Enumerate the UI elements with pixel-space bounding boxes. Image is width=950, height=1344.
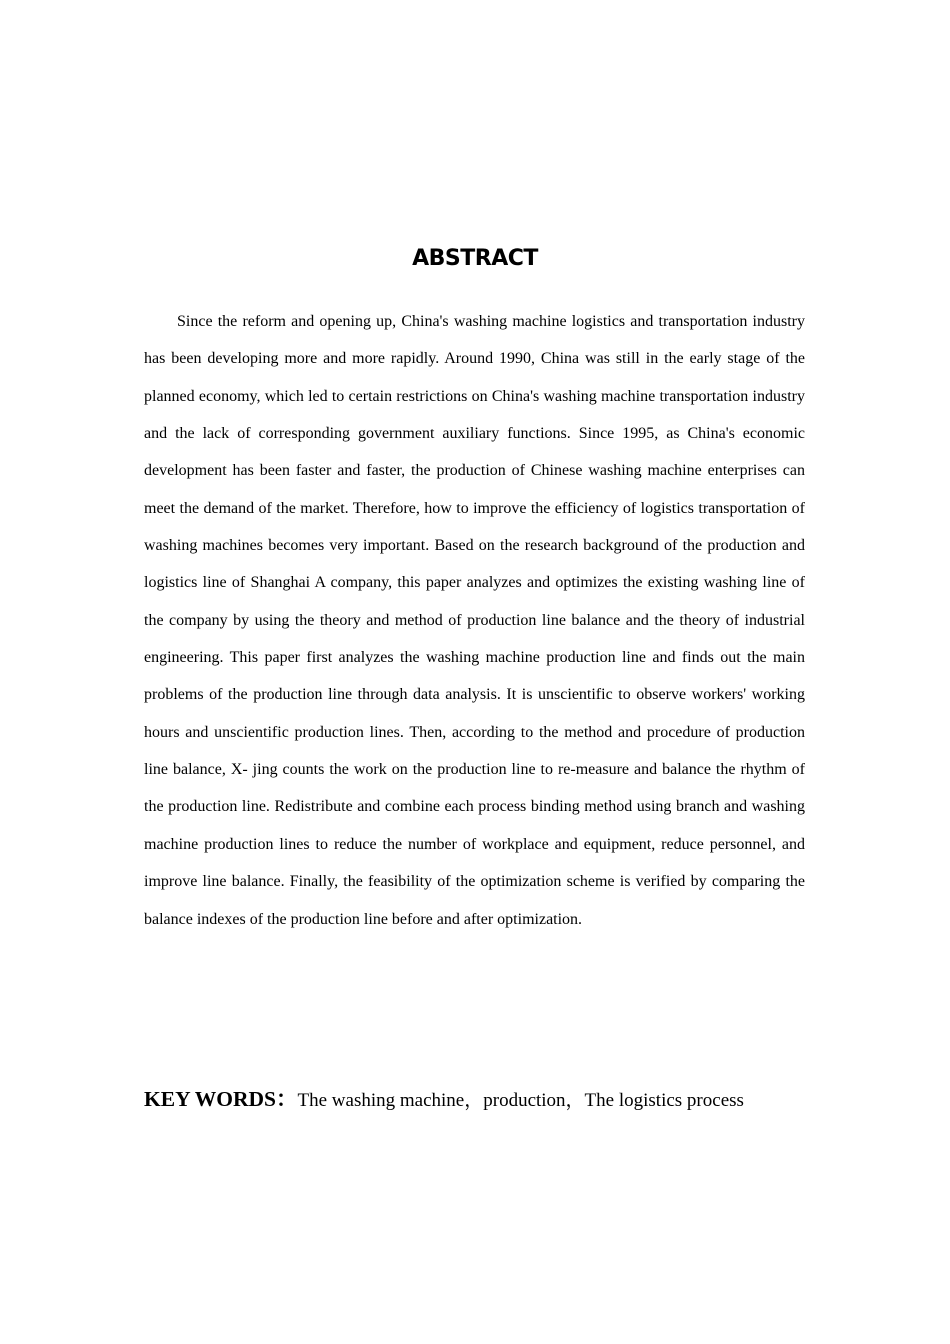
- abstract-body: Since the reform and opening up, China's washing machine logistics and transportation industry has been developing more and more rapidly. Around 1990, China was still in the early stage of the planned economy, which led to certain restrictions on China's washing machine transportation industry and the lack of corresponding government auxiliary functions. Since 1995, as China's economic development has been faster and faster, the production of Chinese washing machine enterprises can meet the demand of the market. Therefore, how to improve the efficiency of logistics transportation of washing machines becomes very important. Based on the research background of the production and logistics line of Shanghai A company, this paper analyzes and optimizes the existing washing line of the company by using the theory and method of production line balance and the theory of industrial engineering. This paper first analyzes the washing machine production line and finds out the main problems of the production line through data analysis. It is unscientific to observe workers' working hours and unscientific production lines. Then, according to the method and procedure of production line balance, X- jing counts the work on the production line to re-measure and balance the rhythm of the production line. Redistribute and combine each process binding method using branch and washing machine production lines to reduce the number of workplace and equipment, reduce personnel, and improve line balance. Finally, the feasibility of the optimization scheme is verified by comparing the balance indexes of the production line before and after optimization.: [144, 313, 805, 928]
- keywords-label: KEY WORDS：: [144, 1087, 298, 1111]
- abstract-title: ABSTRACT: [412, 246, 538, 271]
- keywords-values: The washing machine，production，The logistics process: [297, 1090, 744, 1111]
- keywords-line: [144, 1084, 844, 1117]
